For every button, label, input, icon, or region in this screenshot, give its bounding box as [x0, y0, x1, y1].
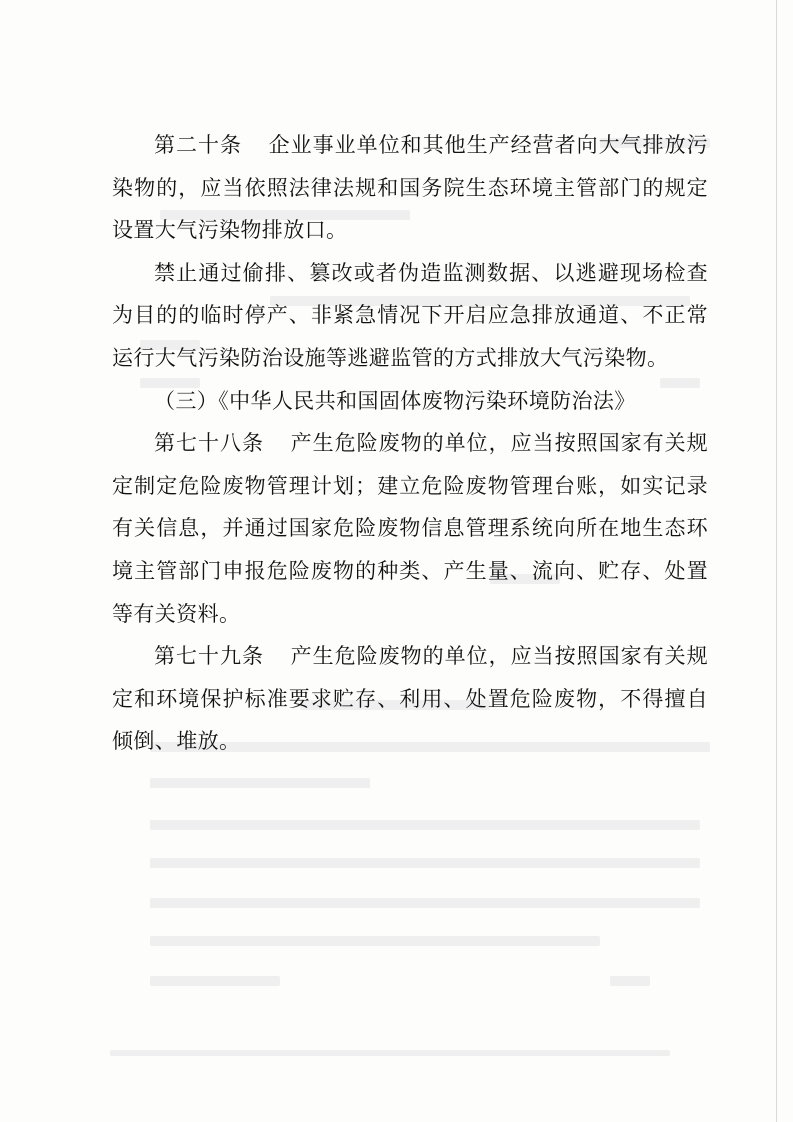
article-number: 第七十八条 — [154, 431, 264, 456]
scan-edge-line — [776, 0, 777, 1122]
article-number: 第二十条 — [154, 133, 242, 157]
section-heading-text: （三）《中华人民共和国固体废物污染环境防治法》 — [154, 388, 636, 413]
article-number: 第七十九条 — [154, 644, 264, 669]
paragraph-text: 禁止通过偷排、篡改或者伪造监测数据、以逃避现场检查为目的的临时停产、非紧急情况下开启应急排放通道、不正常运行大气污染防治设施等逃避监管的方式排放大气污染物。 — [112, 260, 708, 370]
paragraph-text: 产生危险废物的单位，应当按照国家有关规定和环境保护标准要求贮存、利用、处置危险废物，不得擅自倾倒、堆放。 — [112, 644, 708, 754]
paragraph-prohibition — [112, 252, 708, 380]
paragraph-article-79 — [112, 635, 708, 763]
paragraph-text: 产生危险废物的单位，应当按照国家有关规定制定危险废物管理计划；建立危险废物管理台账，如实记录有关信息，并通过国家危险废物信息管理系统向所在地生态环境主管部门申报危险废物的种类、产生量、流向、贮存、处置等有关资料。 — [112, 431, 708, 626]
paragraph-article-20 — [112, 124, 708, 252]
document-body — [112, 124, 708, 763]
paragraph-article-78 — [112, 422, 708, 635]
section-heading-solid-waste-law — [112, 380, 708, 423]
paragraph-text: 企业事业单位和其他生产经营者向大气排放污染物的，应当依照法律法规和国务院生态环境主管部门的规定设置大气污染物排放口。 — [112, 133, 708, 243]
